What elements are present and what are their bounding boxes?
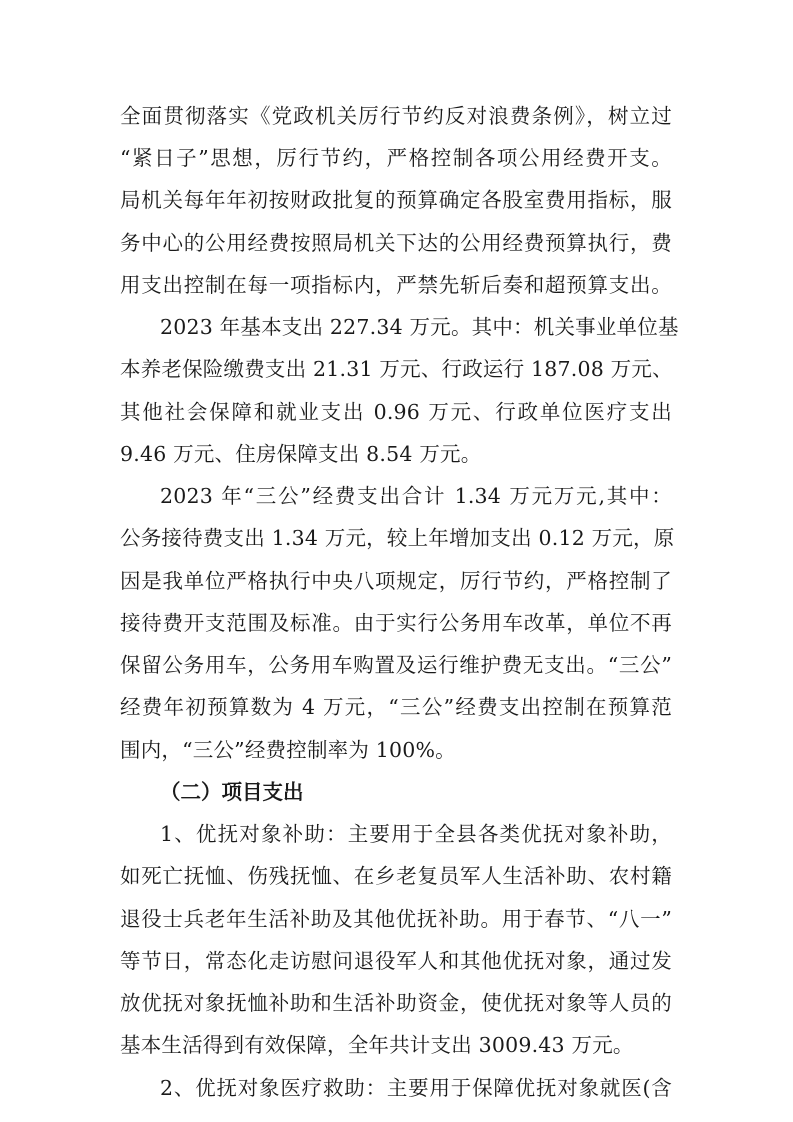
paragraph-line: 2023 年基本支出 227.34 万元。其中：机关事业单位基 [160, 315, 679, 339]
paragraph-line: 围内，“三公”经费控制率为 100%。 [120, 738, 456, 762]
paragraph-line: “紧日子”思想，厉行节约，严格控制各项公用经费开支。 [120, 146, 672, 170]
paragraph-line: 用支出控制在每一项指标内，严禁先斩后奏和超预算支出。 [120, 273, 672, 297]
paragraph-line: 2、优抚对象医疗救助：主要用于保障优抚对象就医(含 [160, 1076, 672, 1100]
paragraph-line: 全面贯彻落实《党政机关厉行节约反对浪费条例》，树立过 [120, 104, 672, 128]
paragraph-line: 接待费开支范围及标准。由于实行公务用车改革，单位不再 [120, 611, 672, 635]
paragraph-line: 公务接待费支出 1.34 万元，较上年增加支出 0.12 万元，原 [120, 526, 675, 550]
paragraph-line: 其他社会保障和就业支出 0.96 万元、行政单位医疗支出 [120, 400, 672, 424]
paragraph-line: 基本生活得到有效保障，全年共计支出 3009.43 万元。 [120, 1033, 634, 1057]
paragraph-line: 如死亡抚恤、伤残抚恤、在乡老复员军人生活补助、农村籍 [120, 864, 672, 888]
section-heading: （二）项目支出 [160, 780, 304, 804]
paragraph-line: 1、优抚对象补助：主要用于全县各类优抚对象补助， [160, 822, 672, 846]
paragraph-line: 务中心的公用经费按照局机关下达的公用经费预算执行，费 [120, 231, 672, 255]
paragraph-line: 本养老保险缴费支出 21.31 万元、行政运行 187.08 万元、 [120, 357, 673, 381]
paragraph-line: 经费年初预算数为 4 万元，“三公”经费支出控制在预算范 [120, 695, 672, 719]
paragraph-line: 等节日，常态化走访慰问退役军人和其他优抚对象，通过发 [120, 949, 672, 973]
paragraph-line: 退役士兵老年生活补助及其他优抚补助。用于春节、“八一” [120, 907, 672, 931]
paragraph-line: 2023 年“三公”经费支出合计 1.34 万元万元,其中： [160, 484, 672, 508]
paragraph-line: 局机关每年年初按财政批复的预算确定各股室费用指标，服 [120, 188, 672, 212]
paragraph-line: 因是我单位严格执行中央八项规定，厉行节约，严格控制了 [120, 569, 672, 593]
paragraph-line: 放优抚对象抚恤补助和生活补助资金，使优抚对象等人员的 [120, 991, 672, 1015]
paragraph-line: 9.46 万元、住房保障支出 8.54 万元。 [120, 442, 482, 466]
paragraph-line: 保留公务用车，公务用车购置及运行维护费无支出。“三公” [120, 653, 672, 677]
